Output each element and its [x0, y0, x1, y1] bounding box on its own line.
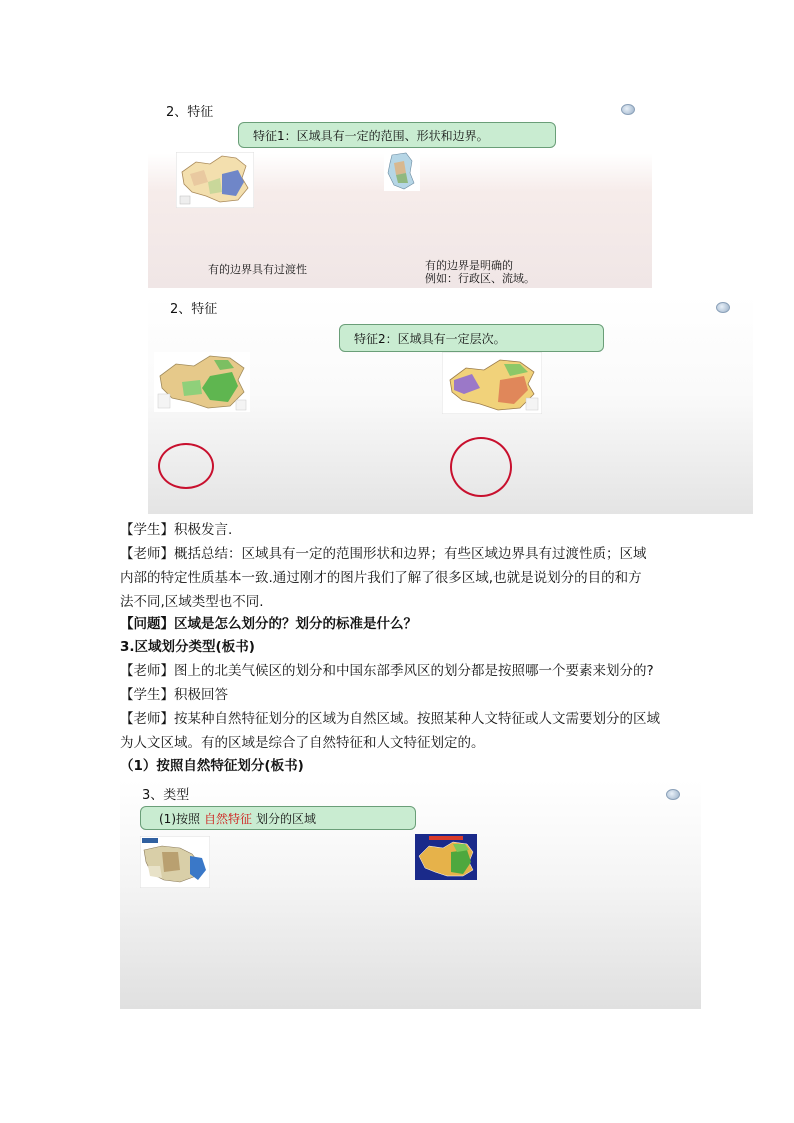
banner-highlight: 自然特征	[204, 811, 253, 826]
section-heading: 3.区域划分类型(板书)	[120, 639, 255, 655]
caption-transitional: 有的边界具有过渡性	[208, 263, 307, 276]
question-line: 【问题】区域是怎么划分的？划分的标准是什么？	[120, 616, 417, 632]
feature-banner: 特征2：区域具有一定层次。	[339, 324, 604, 352]
slide-feature-1	[148, 96, 652, 288]
type-banner	[140, 806, 416, 830]
paragraph-line: 【老师】图上的北美气候区的划分和中国东部季风区的划分都是按照哪一个要素来划分的?	[120, 663, 654, 679]
north-america-climate-map-icon	[140, 836, 210, 888]
paragraph-line: 内部的特定性质基本一致.通过刚才的图片我们了解了很多区域,也就是说划分的目的和方	[120, 570, 642, 586]
china-map-icon	[176, 152, 254, 208]
slide-title: 3、类型	[142, 788, 190, 803]
highlight-circle	[450, 437, 512, 497]
banner-prefix: (1)按照	[159, 811, 200, 826]
china-region-map-icon	[442, 352, 542, 414]
slide-feature-2	[148, 294, 753, 514]
china-terrain-map-icon	[154, 352, 250, 412]
paragraph-line: 为人文区域。有的区域是综合了自然特征和人文特征划定的。	[120, 735, 485, 751]
caption-clear-1: 有的边界是明确的	[425, 259, 513, 272]
banner-suffix: 划分的区域	[256, 811, 317, 826]
globe-icon	[666, 789, 680, 800]
paragraph-line: 【老师】按某种自然特征划分的区域为自然区域。按照某种人文特征或人文需要划分的区域	[120, 711, 660, 727]
globe-icon	[621, 104, 635, 115]
province-map-icon	[384, 151, 420, 191]
paragraph-line: 【老师】概括总结：区域具有一定的范围形状和边界；有些区域边界具有过渡性质；区域	[120, 546, 647, 562]
caption-clear-2: 例如：行政区、流域。	[425, 272, 535, 285]
slide-title: 2、特征	[170, 302, 218, 317]
slide-title: 2、特征	[166, 105, 214, 120]
highlight-circle	[158, 443, 214, 489]
subsection-heading: （1）按照自然特征划分(板书)	[120, 758, 304, 774]
china-monsoon-map-icon	[415, 834, 477, 880]
globe-icon	[716, 302, 730, 313]
paragraph-line: 【学生】积极回答	[120, 687, 228, 703]
slide-types	[120, 780, 701, 1009]
paragraph-line: 【学生】积极发言.	[120, 522, 233, 538]
paragraph-line: 法不同,区域类型也不同.	[120, 594, 264, 610]
feature-banner: 特征1：区域具有一定的范围、形状和边界。	[238, 122, 556, 148]
